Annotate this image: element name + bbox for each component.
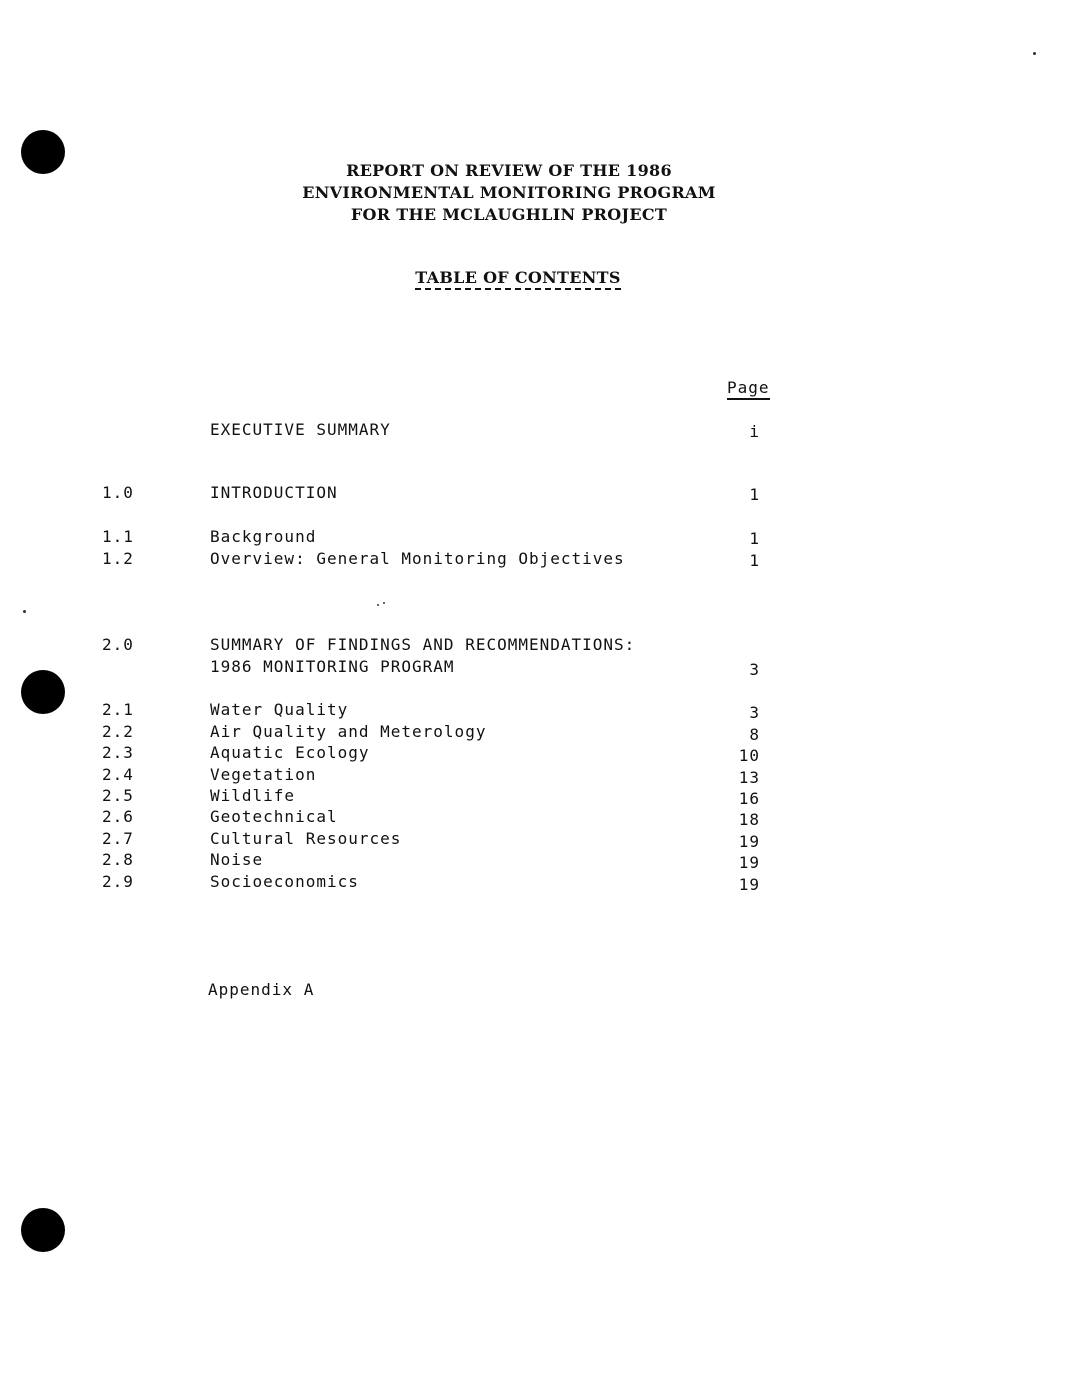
toc-entry-number: 1.1 xyxy=(102,527,134,546)
toc-entry-aquatic-ecology xyxy=(0,743,1068,765)
toc-entry-title: Wildlife xyxy=(210,786,296,805)
toc-entry-background xyxy=(0,527,1068,549)
toc-entry-number: 2.4 xyxy=(102,765,134,784)
toc-entry-title: INTRODUCTION xyxy=(210,483,338,502)
toc-entry-title: Background xyxy=(210,527,317,546)
toc-entry-summary-of-findings-continued xyxy=(0,657,1068,679)
toc-entry-noise xyxy=(0,850,1068,872)
toc-entry-number: 2.9 xyxy=(102,872,134,891)
toc-entry-title: Air Quality and Meterology xyxy=(210,722,487,741)
toc-entry-title: Cultural Resources xyxy=(210,829,402,848)
toc-entry-page: 18 xyxy=(738,810,760,829)
scan-speck xyxy=(1033,52,1036,55)
toc-entry-page: 1 xyxy=(749,485,760,504)
toc-entry-title: Geotechnical xyxy=(210,807,338,826)
toc-entry-number: 2.7 xyxy=(102,829,134,848)
punch-hole-bottom xyxy=(21,1208,65,1252)
toc-entry-geotechnical xyxy=(0,807,1068,829)
toc-entry-number: 2.5 xyxy=(102,786,134,805)
toc-entry-title: Vegetation xyxy=(210,765,317,784)
toc-entry-number: 2.0 xyxy=(102,635,134,654)
report-title-line-2: ENVIRONMENTAL MONITORING PROGRAM xyxy=(302,183,716,202)
toc-entry-title: Overview: General Monitoring Objectives xyxy=(210,549,625,568)
toc-entry-title: Noise xyxy=(210,850,264,869)
toc-entry-wildlife xyxy=(0,786,1068,808)
toc-entry-executive-summary xyxy=(0,420,1068,442)
toc-entry-number: 1.0 xyxy=(102,483,134,502)
toc-entry-cultural-resources xyxy=(0,829,1068,851)
toc-entry-title: Socioeconomics xyxy=(210,872,359,891)
toc-entry-water-quality xyxy=(0,700,1068,722)
toc-entry-number: 2.2 xyxy=(102,722,134,741)
page-column-label: Page xyxy=(727,378,770,400)
scan-speck xyxy=(383,602,385,604)
toc-entry-page: 19 xyxy=(738,875,760,894)
toc-entry-page: 16 xyxy=(738,789,760,808)
toc-entry-page: 13 xyxy=(738,768,760,787)
toc-entry-introduction xyxy=(0,483,1068,505)
toc-entry-number: 2.8 xyxy=(102,850,134,869)
toc-entry-page: 8 xyxy=(749,725,760,744)
toc-entry-number: 2.1 xyxy=(102,700,134,719)
toc-entry-overview xyxy=(0,549,1068,571)
toc-entry-number: 1.2 xyxy=(102,549,134,568)
toc-entry-page: 3 xyxy=(749,660,760,679)
toc-heading xyxy=(0,268,1036,287)
scan-speck xyxy=(23,610,26,613)
toc-entry-page: 19 xyxy=(738,832,760,851)
toc-entry-page: i xyxy=(749,422,760,441)
toc-entry-air-quality xyxy=(0,722,1068,744)
toc-entry-title: Aquatic Ecology xyxy=(210,743,370,762)
toc-entry-page: 10 xyxy=(738,746,760,765)
toc-entry-page: 1 xyxy=(749,529,760,548)
toc-entry-socioeconomics xyxy=(0,872,1068,894)
toc-entry-title: EXECUTIVE SUMMARY xyxy=(210,420,391,439)
toc-entry-title: Water Quality xyxy=(210,700,349,719)
toc-entry-number: 2.3 xyxy=(102,743,134,762)
toc-entry-title: SUMMARY OF FINDINGS AND RECOMMENDATIONS: xyxy=(210,635,636,654)
toc-entry-page: 3 xyxy=(749,703,760,722)
toc-heading-text: TABLE OF CONTENTS xyxy=(415,268,620,290)
toc-entry-title: 1986 MONITORING PROGRAM xyxy=(210,657,455,676)
report-title-line-3: FOR THE MCLAUGHLIN PROJECT xyxy=(350,205,668,224)
report-title-line-1: REPORT ON REVIEW OF THE 1986 xyxy=(346,161,672,180)
toc-entry-appendix xyxy=(0,980,1068,1002)
scan-speck xyxy=(377,604,379,606)
toc-entry-page: 1 xyxy=(749,551,760,570)
toc-entry-number: 2.6 xyxy=(102,807,134,826)
toc-entry-page: 19 xyxy=(738,853,760,872)
appendix-label: Appendix A xyxy=(208,980,315,999)
toc-entry-vegetation xyxy=(0,765,1068,787)
toc-entry-summary-of-findings xyxy=(0,635,1068,657)
